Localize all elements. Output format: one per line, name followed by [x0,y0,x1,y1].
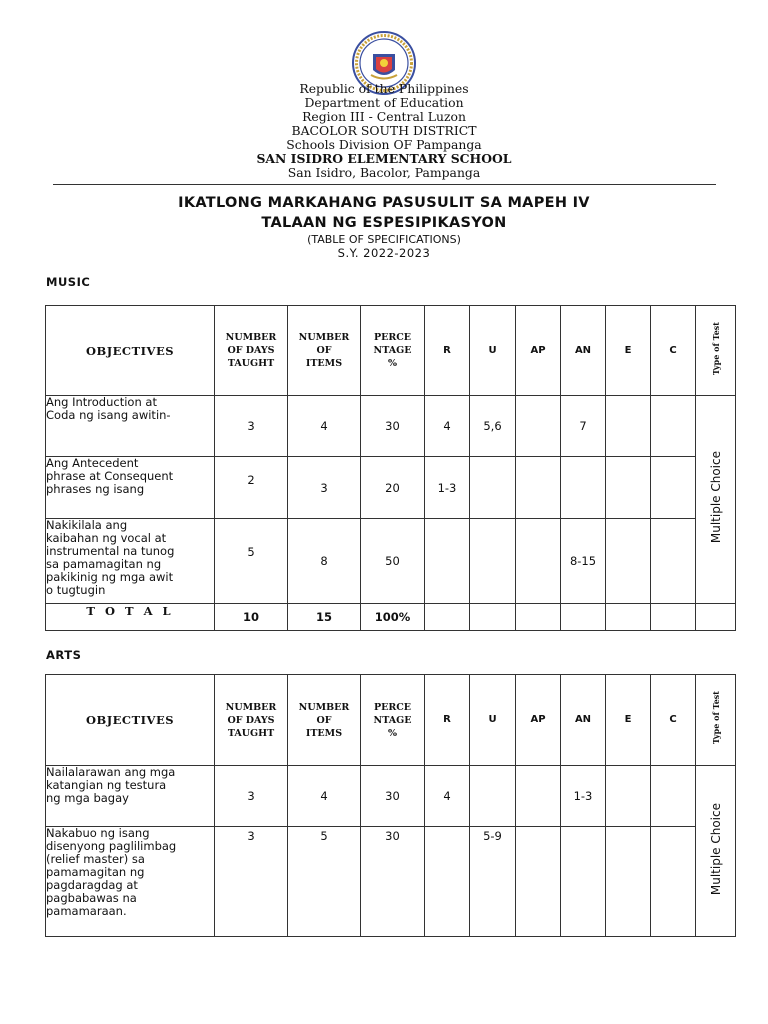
u-cell: 5-9 [470,827,516,937]
empty-cell [516,604,561,631]
r-cell: 4 [425,396,470,457]
total-label: T O T A L [46,604,215,631]
u-cell: 5,6 [470,396,516,457]
days-cell: 3 [215,766,288,827]
an-cell [561,827,606,937]
u-cell [470,519,516,604]
an-cell: 1-3 [561,766,606,827]
ap-cell [516,519,561,604]
ap-header: AP [516,675,561,766]
header-line: Schools Division OF Pampanga [286,137,482,152]
empty-cell [651,604,696,631]
table-row [46,766,736,827]
days-header: NUMBER OF DAYS TAUGHT [215,675,288,766]
arts-section-label: ARTS [46,648,82,662]
total-items: 15 [288,604,361,631]
c-cell [651,396,696,457]
items-cell: 4 [288,766,361,827]
header-divider [53,184,716,185]
days-cell: 5 [215,519,288,604]
table-row [46,457,736,519]
objective-cell: Ang Antecedent phrase at Consequent phrases ng isang [46,457,215,519]
music-table [45,305,736,631]
c-cell [651,827,696,937]
an-cell: 7 [561,396,606,457]
r-cell: 4 [425,766,470,827]
an-cell [561,457,606,519]
objectives-header: OBJECTIVES [46,306,215,396]
total-row [46,604,736,631]
empty-cell [696,604,736,631]
r-header: R [425,306,470,396]
an-cell: 8-15 [561,519,606,604]
days-cell: 3 [215,827,288,937]
document-title-block [0,193,768,260]
ap-header: AP [516,306,561,396]
e-cell [606,766,651,827]
percentage-cell: 30 [361,396,425,457]
ap-cell [516,396,561,457]
school-name: SAN ISIDRO ELEMENTARY SCHOOL [256,151,512,166]
objective-cell: Ang Introduction at Coda ng isang awitin- [46,396,215,457]
e-header: E [606,675,651,766]
days-cell: 2 [215,457,288,519]
english-subtitle: (TABLE OF SPECIFICATIONS) [307,233,461,246]
items-cell: 5 [288,827,361,937]
arts-table [45,674,736,937]
u-header: U [470,306,516,396]
empty-cell [425,604,470,631]
type-of-test-cell: Multiple Choice [696,396,736,604]
header-line: BACOLOR SOUTH DISTRICT [291,123,477,138]
an-header: AN [561,675,606,766]
type-of-test-header: Type of Test [696,675,736,766]
header-line: Region III - Central Luzon [302,109,466,124]
table-row [46,396,736,457]
type-of-test-header: Type of Test [696,306,736,396]
an-header: AN [561,306,606,396]
ap-cell [516,827,561,937]
items-cell: 4 [288,396,361,457]
objective-cell: Nakikilala ang kaibahan ng vocal at instrumental na tunog sa pamamagitan ng pakikinig ng mga awit o tugtugin [46,519,215,604]
objective-cell: Nakabuo ng isang disenyong paglilimbag (relief master) sa pamamagitan ng pagdaragdag at pagbabawas na pamamaraan. [46,827,215,937]
total-days: 10 [215,604,288,631]
items-cell: 8 [288,519,361,604]
e-header: E [606,306,651,396]
header-line: Department of Education [304,95,464,110]
music-section-label: MUSIC [46,275,91,289]
percentage-cell: 20 [361,457,425,519]
header-line: Republic of the Philippines [299,81,469,96]
ap-cell [516,766,561,827]
table-row [46,827,736,937]
percentage-header: PERCE NTAGE % [361,675,425,766]
r-header: R [425,675,470,766]
r-cell [425,519,470,604]
items-header: NUMBER OF ITEMS [288,306,361,396]
u-cell [470,766,516,827]
e-cell [606,519,651,604]
e-cell [606,396,651,457]
r-cell: 1-3 [425,457,470,519]
percentage-header: PERCE NTAGE % [361,306,425,396]
total-percentage: 100% [361,604,425,631]
items-header: NUMBER OF ITEMS [288,675,361,766]
ap-cell [516,457,561,519]
c-header: C [651,306,696,396]
empty-cell [606,604,651,631]
school-year: S.Y. 2022-2023 [337,246,431,260]
letterhead [0,82,768,180]
percentage-cell: 30 [361,827,425,937]
table-header-row [46,675,736,766]
u-header: U [470,675,516,766]
c-cell [651,519,696,604]
objective-cell: Nailalarawan ang mga katangian ng testura ng mga bagay [46,766,215,827]
c-header: C [651,675,696,766]
e-cell [606,827,651,937]
document-subtitle: TALAAN NG ESPESIPIKASYON [261,215,507,231]
table-header-row [46,306,736,396]
document-title: IKATLONG MARKAHANG PASUSULIT SA MAPEH IV [178,195,590,211]
table-row [46,519,736,604]
c-cell [651,766,696,827]
objectives-header: OBJECTIVES [46,675,215,766]
items-cell: 3 [288,457,361,519]
c-cell [651,457,696,519]
u-cell [470,457,516,519]
empty-cell [470,604,516,631]
school-address: San Isidro, Bacolor, Pampanga [287,165,481,180]
days-cell: 3 [215,396,288,457]
percentage-cell: 30 [361,766,425,827]
type-of-test-cell: Multiple Choice [696,766,736,937]
empty-cell [561,604,606,631]
percentage-cell: 50 [361,519,425,604]
days-header: NUMBER OF DAYS TAUGHT [215,306,288,396]
e-cell [606,457,651,519]
r-cell [425,827,470,937]
